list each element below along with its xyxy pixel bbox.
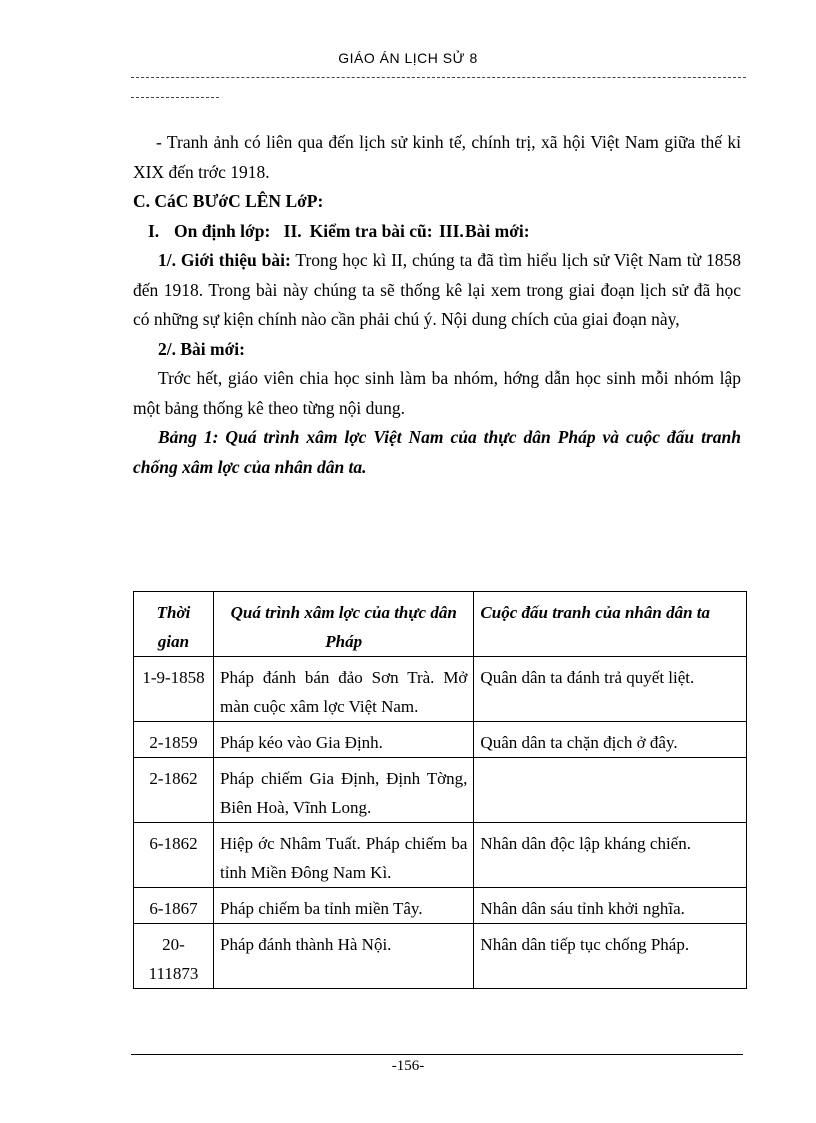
cell-invasion: Pháp đánh thành Hà Nội.	[214, 924, 474, 989]
new-lesson-heading: 2/. Bài mới:	[158, 338, 245, 359]
step-1	[133, 217, 270, 247]
table-row	[134, 657, 747, 722]
header-resistance: Cuộc đấu tranh của nhân dân ta	[474, 592, 747, 657]
cell-time: 2-1862	[134, 758, 214, 823]
table-header-row	[134, 592, 747, 657]
new-lesson-text: Trớc hết, giáo viên chia học sinh làm ba nhóm, hớng dẫn học sinh mỗi nhóm lập một bảng thống kê theo từng nội dung.	[133, 368, 741, 418]
intro-paragraph	[133, 246, 741, 335]
cell-resistance: Nhân dân tiếp tục chống Pháp.	[474, 924, 747, 989]
cell-invasion: Pháp kéo vào Gia Định.	[214, 722, 474, 758]
document-body	[133, 128, 741, 482]
intro-text: Trong học kì II, chúng ta đã tìm hiểu lịch sử Việt Nam từ 1858 đến 1918. Trong bài này chúng ta sẽ thống kê lại xem trong giai đoạn lịch sử đã học có những sự kiện chính nào cần phải chú ý. Nội dung chích của giai đoạn này,	[133, 250, 741, 329]
step-1-number: I.	[148, 220, 160, 241]
step-2	[275, 217, 433, 247]
cell-time: 20-111873	[134, 924, 214, 989]
cell-resistance: Quân dân ta đánh trả quyết liệt.	[474, 657, 747, 722]
table-row	[134, 722, 747, 758]
page-header-title: GIÁO ÁN LỊCH SỬ 8	[338, 50, 478, 66]
table-row	[134, 758, 747, 823]
history-table	[133, 591, 747, 989]
cell-invasion: Pháp chiếm ba tỉnh miền Tây.	[214, 888, 474, 924]
header-dashed-divider-tail	[131, 97, 219, 98]
cell-time: 6-1867	[134, 888, 214, 924]
step-3	[437, 217, 530, 247]
header-invasion: Quá trình xâm lợc của thực dân Pháp	[214, 592, 474, 657]
step-3-label: Bài mới:	[465, 220, 530, 241]
table-row	[134, 823, 747, 888]
step-2-number: II.	[283, 220, 302, 241]
cell-invasion: Pháp chiếm Gia Định, Định Tờng, Biên Hoà, Vĩnh Long.	[214, 758, 474, 823]
cell-resistance: Quân dân ta chặn địch ở đây.	[474, 722, 747, 758]
table-row	[134, 924, 747, 989]
footer-divider	[131, 1054, 743, 1055]
table-caption: Bảng 1: Quá trình xâm lợc Việt Nam của thực dân Pháp và cuộc đấu tranh chống xâm lợc của nhân dân ta.	[133, 427, 741, 477]
page-number: -156-	[391, 1058, 425, 1074]
cell-time: 6-1862	[134, 823, 214, 888]
cell-resistance: Nhân dân độc lập kháng chiến.	[474, 823, 747, 888]
header-dashed-divider	[131, 77, 746, 78]
step-3-number: III.	[439, 220, 464, 241]
materials-line: - Tranh ảnh có liên qua đến lịch sử kinh tế, chính trị, xã hội Việt Nam giữa thế kỉ XIX đến trớc 1918.	[133, 132, 741, 182]
header-time: Thời gian	[134, 592, 214, 657]
section-c-heading: C. CáC BƯớC LÊN LớP:	[133, 191, 324, 211]
cell-resistance	[474, 758, 747, 823]
intro-heading: 1/. Giới thiệu bài:	[158, 250, 291, 270]
step-2-label: Kiểm tra bài cũ:	[309, 220, 433, 241]
table-row	[134, 888, 747, 924]
cell-time: 2-1859	[134, 722, 214, 758]
cell-invasion: Pháp đánh bán đảo Sơn Trà. Mở màn cuộc xâm lợc Việt Nam.	[214, 657, 474, 722]
step-1-label: On định lớp:	[174, 220, 271, 241]
cell-time: 1-9-1858	[134, 657, 214, 722]
cell-invasion: Hiệp ớc Nhâm Tuất. Pháp chiếm ba tỉnh Miền Đông Nam Kì.	[214, 823, 474, 888]
cell-resistance: Nhân dân sáu tỉnh khởi nghĩa.	[474, 888, 747, 924]
